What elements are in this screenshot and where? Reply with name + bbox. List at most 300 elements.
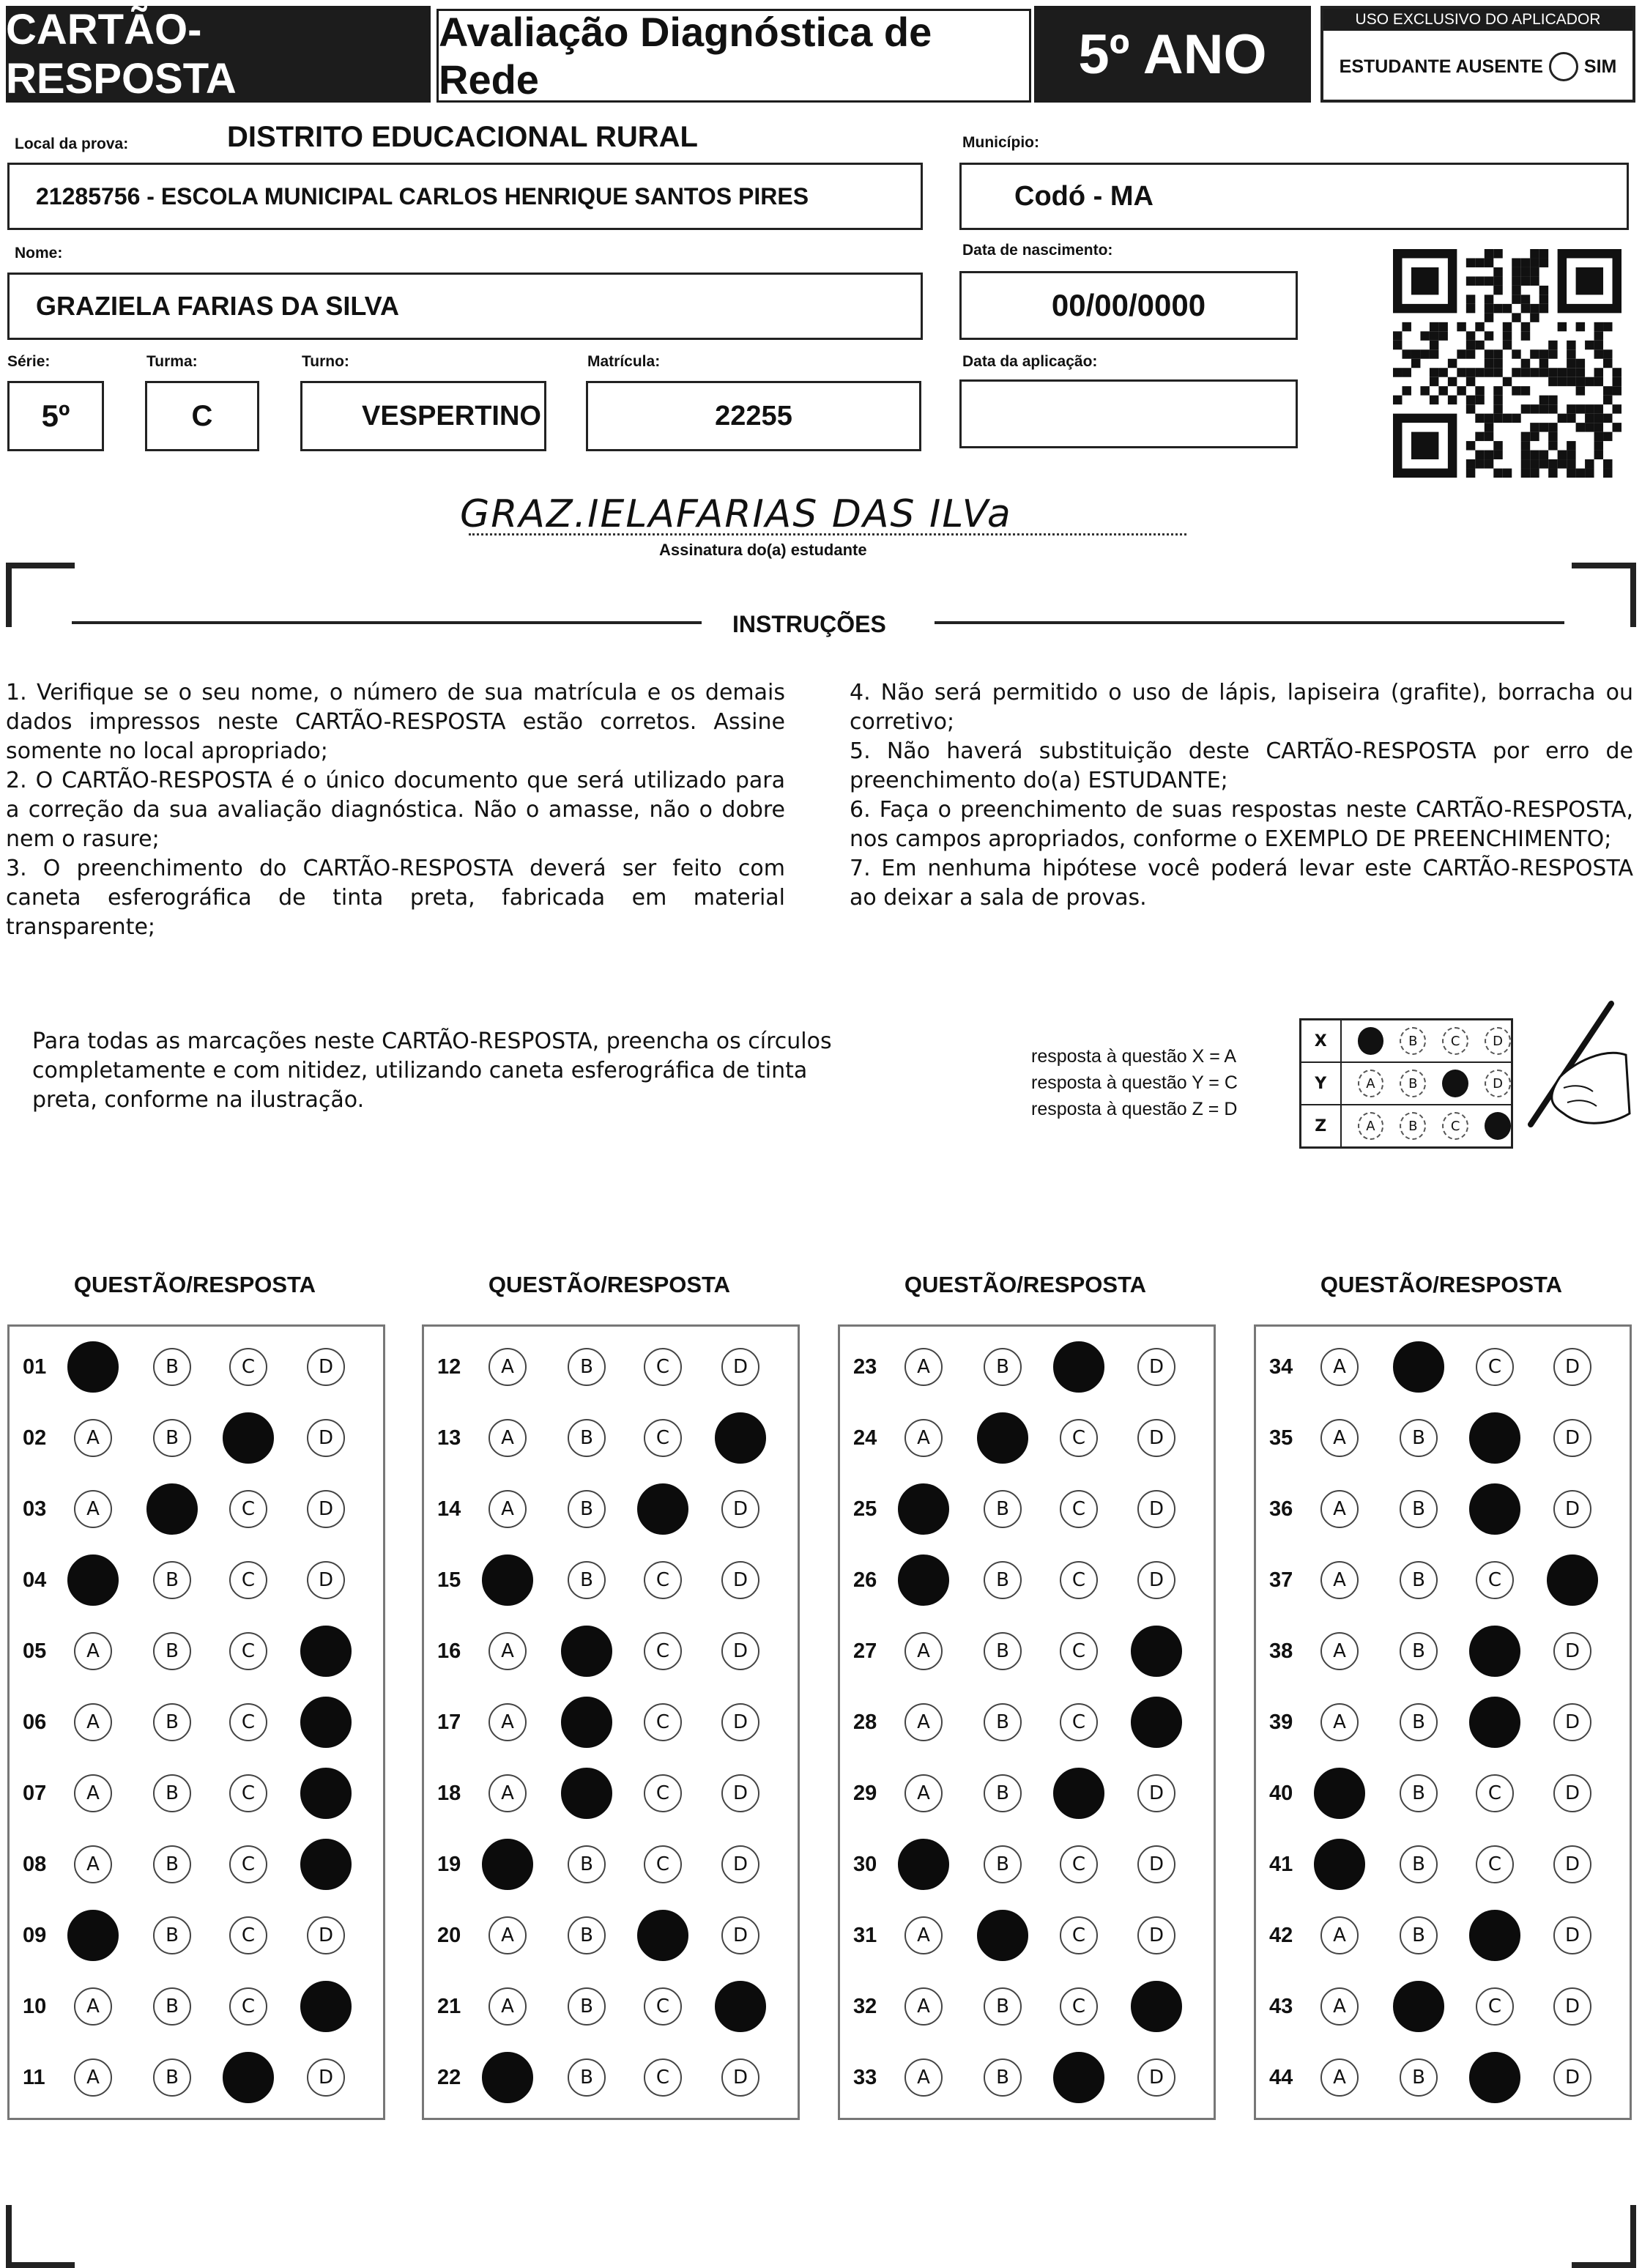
question-row [840, 1830, 1214, 1900]
answer-bubble-a[interactable]: A [74, 1703, 112, 1741]
example-bubble: C [1442, 1112, 1468, 1140]
handwritten-signature: GRAZ.IELAFARIAS DAS ILVa [460, 492, 1012, 536]
answer-bubble-a[interactable] [482, 2052, 533, 2103]
answer-bubble-b[interactable] [1393, 1981, 1444, 2032]
question-number: 02 [23, 1426, 47, 1450]
answer-bubble-d[interactable] [300, 1839, 352, 1890]
answer-bubble-b[interactable] [561, 1768, 612, 1819]
aplicacao-field [959, 379, 1298, 448]
answer-bubble-c[interactable]: C [1060, 1987, 1098, 2026]
answer-bubble-a[interactable]: A [74, 1490, 112, 1528]
answer-bubble-b[interactable]: B [984, 1348, 1022, 1386]
answer-bubble-a[interactable]: A [904, 1987, 943, 2026]
question-number: 23 [853, 1355, 877, 1379]
answer-bubble-b[interactable]: B [153, 1987, 191, 2026]
absent-yes-label: SIM [1583, 56, 1617, 77]
answer-bubble-a[interactable]: A [488, 1348, 527, 1386]
question-row [840, 1688, 1214, 1757]
answer-bubble-b[interactable]: B [568, 1561, 606, 1599]
answer-bubble-b[interactable] [977, 1910, 1028, 1961]
answer-bubble-b[interactable]: B [1400, 1490, 1438, 1528]
question-row [840, 1901, 1214, 1971]
answer-bubble-a[interactable]: A [488, 1703, 527, 1741]
answer-bubble-a[interactable]: A [1320, 2058, 1359, 2097]
answer-bubble-d[interactable]: D [721, 1845, 759, 1883]
question-row [840, 1475, 1214, 1544]
instruction-item: 4. Não será permitido o uso de lápis, lapiseira (grafite), borracha ou corretivo; [850, 680, 1633, 735]
answer-bubble-c[interactable] [223, 1412, 274, 1464]
answer-bubble-b[interactable]: B [1400, 1632, 1438, 1670]
example-bubble: A [1358, 1070, 1384, 1097]
instruction-item: 6. Faça o preenchimento de suas respostas neste CARTÃO-RESPOSTA, nos campos apropriados, conforme o EXEMPLO DE PREENCHIMENTO; [850, 797, 1633, 852]
answer-bubble-a[interactable] [1314, 1839, 1365, 1890]
answer-bubble-d[interactable] [715, 1412, 766, 1464]
example-bubble [1358, 1027, 1384, 1055]
instruction-item: 3. O preenchimento do CARTÃO-RESPOSTA deverá ser feito com caneta esferográfica de tinta preta, fabricada em material transparente; [6, 856, 785, 940]
answer-bubble-c[interactable]: C [1060, 1703, 1098, 1741]
answer-bubble-a[interactable]: A [904, 1348, 943, 1386]
absent-checkbox[interactable] [1549, 52, 1578, 81]
answer-bubble-d[interactable]: D [721, 1490, 759, 1528]
answer-bubble-d[interactable] [1131, 1981, 1182, 2032]
answer-bubble-a[interactable]: A [1320, 1490, 1359, 1528]
answer-bubble-c[interactable]: C [644, 1561, 682, 1599]
question-number: 44 [1269, 2066, 1293, 2089]
answer-bubble-d[interactable]: D [307, 1916, 345, 1954]
answer-bubble-a[interactable] [67, 1341, 119, 1393]
answer-bubble-b[interactable]: B [1400, 1703, 1438, 1741]
answer-bubble-d[interactable]: D [721, 1916, 759, 1954]
answer-bubble-d[interactable]: D [1553, 1419, 1591, 1457]
answer-bubble-d[interactable]: D [1137, 1774, 1175, 1812]
answer-bubble-d[interactable]: D [721, 1703, 759, 1741]
example-bubble: B [1400, 1027, 1426, 1055]
question-number: 03 [23, 1497, 47, 1521]
question-row [10, 1333, 383, 1402]
column-title: QUESTÃO/RESPOSTA [73, 1272, 316, 1297]
grade-badge: 5º ANO [1034, 6, 1311, 103]
question-number: 36 [1269, 1497, 1293, 1521]
question-number: 21 [437, 1995, 461, 2018]
answer-bubble-a[interactable]: A [904, 1419, 943, 1457]
answer-bubble-c[interactable]: C [229, 1916, 267, 1954]
instructions-rule-left [72, 621, 702, 624]
answer-bubble-b[interactable]: B [1400, 2058, 1438, 2097]
question-row [840, 2043, 1214, 2113]
example-bubble: A [1358, 1112, 1384, 1140]
answer-bubble-c[interactable] [223, 2052, 274, 2103]
answer-bubble-d[interactable]: D [1553, 1916, 1591, 1954]
turma-label: Turma: [146, 353, 198, 370]
applicator-box [1320, 6, 1635, 103]
question-number: 38 [1269, 1639, 1293, 1663]
answer-bubble-d[interactable]: D [1553, 1490, 1591, 1528]
answer-bubble-a[interactable] [898, 1839, 949, 1890]
answer-bubble-c[interactable]: C [1476, 1845, 1514, 1883]
question-row [424, 1617, 798, 1686]
example-line: resposta à questão Y = C [1031, 1072, 1238, 1093]
question-number: 06 [23, 1711, 47, 1734]
instructions-title: INSTRUÇÕES [732, 611, 886, 637]
answer-bubble-d[interactable]: D [1553, 1845, 1591, 1883]
question-number: 16 [437, 1639, 461, 1663]
question-number: 18 [437, 1782, 461, 1805]
question-number: 22 [437, 2066, 461, 2089]
answer-bubble-b[interactable]: B [153, 1774, 191, 1812]
example-line: resposta à questão Z = D [1031, 1099, 1238, 1119]
question-number: 01 [23, 1355, 47, 1379]
answer-bubble-d[interactable]: D [1137, 1916, 1175, 1954]
answer-bubble-d[interactable] [300, 1626, 352, 1677]
answer-bubble-d[interactable]: D [1137, 2058, 1175, 2097]
example-row [1301, 1020, 1511, 1063]
answer-column [7, 1324, 385, 2120]
answer-bubble-d[interactable]: D [1137, 1845, 1175, 1883]
answer-bubble-b[interactable]: B [568, 1348, 606, 1386]
example-table [1299, 1018, 1513, 1149]
question-row [424, 1475, 798, 1544]
answer-bubble-d[interactable]: D [1137, 1490, 1175, 1528]
answer-bubble-d[interactable]: D [307, 1419, 345, 1457]
answer-bubble-a[interactable]: A [74, 1632, 112, 1670]
question-row [1256, 1830, 1630, 1900]
example-bubble: B [1400, 1112, 1426, 1140]
answer-bubble-d[interactable]: D [1553, 1987, 1591, 2026]
answer-bubble-d[interactable]: D [1553, 1703, 1591, 1741]
municipio-field: Codó - MA [959, 163, 1629, 230]
answer-bubble-c[interactable]: C [1476, 1987, 1514, 2026]
answer-bubble-b[interactable]: B [1400, 1916, 1438, 1954]
question-number: 27 [853, 1639, 877, 1663]
serie-field: 5º [7, 381, 104, 451]
answer-bubble-a[interactable] [482, 1839, 533, 1890]
question-number: 10 [23, 1995, 47, 2018]
question-row [10, 1972, 383, 2042]
example-row-label: Z [1301, 1105, 1342, 1146]
question-number: 30 [853, 1853, 877, 1876]
answer-bubble-b[interactable]: B [984, 1774, 1022, 1812]
answer-bubble-d[interactable]: D [1553, 1632, 1591, 1670]
turno-label: Turno: [302, 353, 349, 370]
answer-bubble-a[interactable] [898, 1483, 949, 1535]
answer-bubble-c[interactable]: C [1060, 1916, 1098, 1954]
answer-bubble-d[interactable]: D [307, 1561, 345, 1599]
column-title: QUESTÃO/RESPOSTA [488, 1272, 731, 1297]
question-row [1256, 2043, 1630, 2113]
answer-bubble-a[interactable]: A [1320, 1632, 1359, 1670]
question-number: 41 [1269, 1853, 1293, 1876]
qr-code [1393, 249, 1621, 478]
answer-bubble-a[interactable]: A [1320, 1561, 1359, 1599]
answer-bubble-c[interactable]: C [229, 1845, 267, 1883]
answer-bubble-c[interactable]: C [229, 1987, 267, 2026]
hand-with-pen-icon [1494, 996, 1633, 1143]
answer-bubble-c[interactable]: C [1476, 1561, 1514, 1599]
answer-bubble-b[interactable]: B [1400, 1774, 1438, 1812]
answer-bubble-a[interactable]: A [1320, 1348, 1359, 1386]
answer-bubble-b[interactable]: B [153, 1845, 191, 1883]
answer-bubble-b[interactable]: B [984, 1703, 1022, 1741]
question-row [10, 1546, 383, 1615]
answer-bubble-a[interactable]: A [904, 1703, 943, 1741]
answer-bubble-c[interactable]: C [644, 1845, 682, 1883]
answer-bubble-b[interactable]: B [568, 1419, 606, 1457]
nome-label: Nome: [15, 245, 63, 262]
question-row [1256, 1404, 1630, 1473]
answer-bubble-b[interactable]: B [153, 1419, 191, 1457]
question-number: 37 [1269, 1568, 1293, 1592]
answer-bubble-c[interactable]: C [644, 1703, 682, 1741]
signature-caption: Assinatura do(a) estudante [659, 541, 867, 559]
answer-bubble-a[interactable]: A [1320, 1419, 1359, 1457]
answer-bubble-d[interactable] [1131, 1697, 1182, 1748]
answer-bubble-d[interactable] [715, 1981, 766, 2032]
answer-bubble-d[interactable]: D [1553, 1348, 1591, 1386]
question-row [424, 1546, 798, 1615]
answer-bubble-b[interactable]: B [1400, 1419, 1438, 1457]
corner-mark-top-right [1572, 563, 1636, 627]
answer-bubble-a[interactable]: A [488, 1774, 527, 1812]
answer-bubble-c[interactable]: C [1060, 1845, 1098, 1883]
instruction-item: 7. Em nenhuma hipótese você poderá levar este CARTÃO-RESPOSTA ao deixar a sala de provas. [850, 856, 1633, 911]
answer-column [1254, 1324, 1632, 2120]
answer-bubble-b[interactable]: B [153, 1561, 191, 1599]
answer-bubble-d[interactable]: D [721, 1632, 759, 1670]
answer-bubble-b[interactable] [561, 1697, 612, 1748]
example-row-label: X [1301, 1020, 1342, 1061]
instructions-right [850, 678, 1633, 913]
answer-bubble-b[interactable]: B [153, 1348, 191, 1386]
question-number: 28 [853, 1711, 877, 1734]
answer-bubble-c[interactable] [1469, 1626, 1520, 1677]
answer-bubble-c[interactable]: C [644, 1987, 682, 2026]
answer-bubble-c[interactable]: C [1060, 1561, 1098, 1599]
answer-bubble-d[interactable]: D [1137, 1561, 1175, 1599]
question-number: 40 [1269, 1782, 1293, 1805]
question-row [10, 2043, 383, 2113]
answer-bubble-c[interactable] [1469, 1483, 1520, 1535]
question-number: 39 [1269, 1711, 1293, 1734]
answer-bubble-a[interactable] [482, 1554, 533, 1606]
question-number: 20 [437, 1924, 461, 1947]
answer-bubble-b[interactable]: B [568, 1490, 606, 1528]
answer-bubble-a[interactable]: A [74, 2058, 112, 2097]
answer-bubble-c[interactable] [1053, 1341, 1104, 1393]
question-row [424, 1759, 798, 1828]
exam-title: Avaliação Diagnóstica de Rede [436, 9, 1031, 103]
question-number: 08 [23, 1853, 47, 1876]
answer-bubble-c[interactable]: C [644, 1774, 682, 1812]
question-row [840, 1759, 1214, 1828]
question-number: 33 [853, 2066, 877, 2089]
question-number: 24 [853, 1426, 877, 1450]
answer-bubble-a[interactable] [1314, 1768, 1365, 1819]
answer-bubble-a[interactable]: A [904, 1632, 943, 1670]
answer-bubble-c[interactable]: C [1476, 1774, 1514, 1812]
answer-column [422, 1324, 800, 2120]
answer-bubble-d[interactable]: D [721, 1348, 759, 1386]
instructions-left [6, 678, 785, 942]
answer-bubble-c[interactable]: C [644, 1348, 682, 1386]
answer-bubble-c[interactable] [1053, 1768, 1104, 1819]
question-number: 19 [437, 1853, 461, 1876]
question-number: 32 [853, 1995, 877, 2018]
question-number: 31 [853, 1924, 877, 1947]
question-row [840, 1333, 1214, 1402]
answer-bubble-b[interactable]: B [153, 1703, 191, 1741]
answer-bubble-d[interactable]: D [307, 2058, 345, 2097]
answer-bubble-c[interactable]: C [229, 1490, 267, 1528]
question-row [10, 1617, 383, 1686]
answer-bubble-b[interactable]: B [984, 1987, 1022, 2026]
answer-bubble-b[interactable] [146, 1483, 198, 1535]
answer-bubble-a[interactable] [67, 1910, 119, 1961]
answer-bubble-c[interactable]: C [229, 1703, 267, 1741]
answer-bubble-a[interactable]: A [1320, 1703, 1359, 1741]
answer-bubble-b[interactable]: B [984, 1561, 1022, 1599]
answer-bubble-b[interactable] [561, 1626, 612, 1677]
answer-bubble-b[interactable]: B [153, 2058, 191, 2097]
example-line: resposta à questão X = A [1031, 1046, 1237, 1067]
answer-bubble-d[interactable]: D [307, 1490, 345, 1528]
answer-bubble-a[interactable]: A [74, 1845, 112, 1883]
example-bubble: D [1485, 1070, 1511, 1097]
answer-bubble-c[interactable]: C [229, 1348, 267, 1386]
question-row [424, 1404, 798, 1473]
answer-bubble-a[interactable]: A [904, 1774, 943, 1812]
answer-bubble-b[interactable]: B [1400, 1561, 1438, 1599]
answer-bubble-a[interactable]: A [904, 1916, 943, 1954]
answer-bubble-a[interactable] [898, 1554, 949, 1606]
question-number: 29 [853, 1782, 877, 1805]
answer-bubble-d[interactable]: D [721, 1774, 759, 1812]
answer-bubble-b[interactable]: B [568, 1916, 606, 1954]
answer-bubble-d[interactable]: D [1553, 2058, 1591, 2097]
answer-bubble-c[interactable]: C [1060, 1419, 1098, 1457]
answer-bubble-a[interactable]: A [1320, 1916, 1359, 1954]
answer-column [838, 1324, 1216, 2120]
answer-bubble-c[interactable] [1469, 1910, 1520, 1961]
question-row [1256, 1475, 1630, 1544]
answer-bubble-b[interactable]: B [568, 2058, 606, 2097]
turma-field: C [145, 381, 259, 451]
answer-bubble-a[interactable]: A [488, 1916, 527, 1954]
answer-bubble-a[interactable]: A [74, 1419, 112, 1457]
question-row [1256, 1901, 1630, 1971]
example-row [1301, 1105, 1511, 1146]
question-row [10, 1830, 383, 1900]
answer-bubble-c[interactable]: C [1476, 1348, 1514, 1386]
answer-bubble-d[interactable]: D [1553, 1774, 1591, 1812]
answer-bubble-c[interactable]: C [229, 1632, 267, 1670]
question-row [1256, 1688, 1630, 1757]
answer-bubble-d[interactable] [1131, 1626, 1182, 1677]
answer-bubble-b[interactable]: B [984, 1632, 1022, 1670]
matricula-field: 22255 [586, 381, 921, 451]
answer-bubble-c[interactable]: C [229, 1561, 267, 1599]
question-row [10, 1475, 383, 1544]
answer-bubble-c[interactable] [637, 1910, 688, 1961]
answer-bubble-c[interactable]: C [644, 1419, 682, 1457]
answer-bubble-a[interactable]: A [74, 1987, 112, 2026]
answer-bubble-b[interactable]: B [153, 1632, 191, 1670]
answer-bubble-a[interactable]: A [488, 1987, 527, 2026]
answer-bubble-d[interactable]: D [721, 2058, 759, 2097]
answer-bubble-c[interactable] [1469, 1697, 1520, 1748]
aplicacao-label: Data da aplicação: [962, 353, 1098, 370]
instruction-item: 5. Não haverá substituição deste CARTÃO-RESPOSTA por erro de preenchimento do(a) ESTUDANTE; [850, 738, 1633, 793]
question-row [840, 1617, 1214, 1686]
question-row [424, 1688, 798, 1757]
answer-bubble-c[interactable]: C [1060, 1490, 1098, 1528]
corner-mark-top-left [6, 563, 75, 627]
example-row [1301, 1063, 1511, 1105]
applicator-title: USO EXCLUSIVO DO APLICADOR [1323, 9, 1632, 31]
answer-bubble-b[interactable]: B [1400, 1845, 1438, 1883]
answer-bubble-b[interactable]: B [984, 2058, 1022, 2097]
question-number: 13 [437, 1426, 461, 1450]
answer-bubble-a[interactable]: A [488, 1632, 527, 1670]
answer-bubble-a[interactable]: A [488, 1490, 527, 1528]
answer-bubble-c[interactable] [637, 1483, 688, 1535]
question-number: 05 [23, 1639, 47, 1663]
answer-bubble-c[interactable] [1469, 1412, 1520, 1464]
answer-bubble-a[interactable] [67, 1554, 119, 1606]
answer-bubble-c[interactable]: C [1060, 1632, 1098, 1670]
answer-bubble-a[interactable]: A [74, 1774, 112, 1812]
serie-label: Série: [7, 353, 51, 370]
answer-bubble-d[interactable] [300, 1697, 352, 1748]
answer-bubble-d[interactable] [1547, 1554, 1598, 1606]
answer-bubble-b[interactable]: B [984, 1490, 1022, 1528]
example-row-label: Y [1301, 1063, 1342, 1104]
answer-bubble-d[interactable] [300, 1981, 352, 2032]
school-field: 21285756 - ESCOLA MUNICIPAL CARLOS HENRIQUE SANTOS PIRES [7, 163, 923, 230]
answer-bubble-c[interactable] [1469, 2052, 1520, 2103]
answer-bubble-a[interactable]: A [904, 2058, 943, 2097]
question-row [840, 1972, 1214, 2042]
question-row [424, 1901, 798, 1971]
answer-bubble-d[interactable]: D [1137, 1419, 1175, 1457]
answer-bubble-d[interactable]: D [307, 1348, 345, 1386]
answer-bubble-b[interactable] [1393, 1341, 1444, 1393]
answer-bubble-a[interactable]: A [488, 1419, 527, 1457]
corner-mark-bottom-left [6, 2205, 75, 2268]
nascimento-field: 00/00/0000 [959, 271, 1298, 340]
question-row [424, 1830, 798, 1900]
fill-note: Para todas as marcações neste CARTÃO-RESPOSTA, preencha os círculos completamente e com nitidez, utilizando caneta esferográfica de tinta preta, conforme na ilustração. [32, 1029, 832, 1113]
absent-label: ESTUDANTE AUSENTE [1339, 56, 1543, 77]
answer-bubble-b[interactable]: B [984, 1845, 1022, 1883]
answer-bubble-b[interactable] [977, 1412, 1028, 1464]
answer-bubble-c[interactable] [1053, 2052, 1104, 2103]
question-number: 15 [437, 1568, 461, 1592]
example-legend [1031, 1043, 1238, 1122]
signature-line [469, 533, 1186, 536]
answer-bubble-a[interactable]: A [1320, 1987, 1359, 2026]
question-number: 35 [1269, 1426, 1293, 1450]
answer-bubble-d[interactable]: D [1137, 1348, 1175, 1386]
question-number: 04 [23, 1568, 47, 1592]
answer-bubble-b[interactable]: B [568, 1987, 606, 2026]
answer-bubble-b[interactable]: B [153, 1916, 191, 1954]
answer-bubble-d[interactable] [300, 1768, 352, 1819]
answer-bubble-b[interactable]: B [568, 1845, 606, 1883]
answer-bubble-d[interactable]: D [721, 1561, 759, 1599]
answer-bubble-c[interactable]: C [644, 1632, 682, 1670]
answer-bubble-c[interactable]: C [229, 1774, 267, 1812]
answer-bubble-c[interactable]: C [644, 2058, 682, 2097]
